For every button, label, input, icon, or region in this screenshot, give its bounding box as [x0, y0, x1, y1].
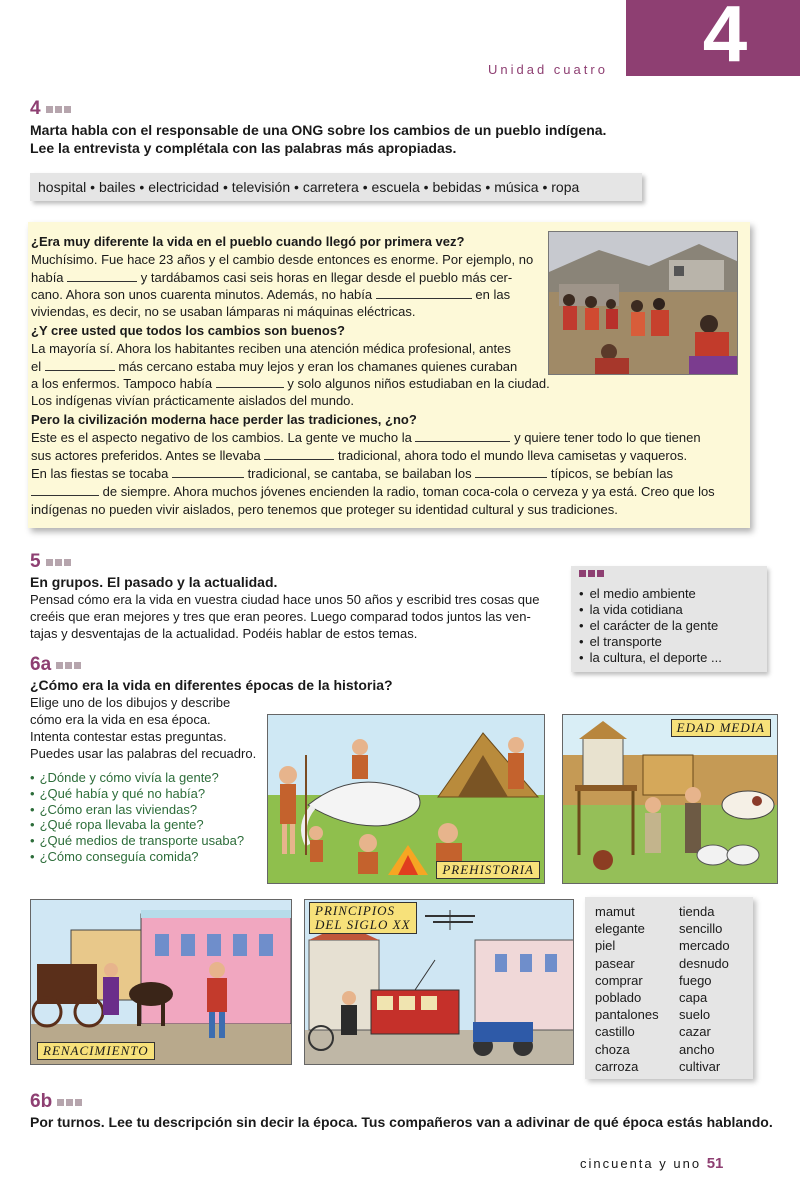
exercise-6a-number — [30, 654, 81, 676]
answer-blank[interactable] — [67, 270, 137, 282]
exercise-5-number — [30, 551, 71, 573]
vocabulary-box — [585, 897, 753, 1079]
word-bank-item: ropa — [551, 179, 580, 195]
word-bank-item: música — [494, 179, 539, 195]
prehistoria-scene — [268, 715, 545, 884]
era-label-prehistoria: PREHISTORIA — [436, 861, 540, 879]
era-label-edad-media: EDAD MEDIA — [671, 719, 771, 737]
vocab-word: suelo — [679, 1007, 711, 1023]
exercise-number-text: 4 — [30, 98, 41, 119]
word-bank: hospital • bailes • electricidad • televisión • carretera • escuela • bebidas • música • ropa — [30, 173, 642, 201]
guide-question: • ¿Qué medios de transporte usaba? — [30, 833, 244, 849]
exercise-6a-text: Puedes usar las palabras del recuadro. — [30, 746, 257, 761]
vocab-word: desnudo — [679, 955, 729, 971]
vocab-word: mercado — [679, 938, 730, 954]
word-bank-item: televisión — [231, 179, 291, 195]
word-bank-item: bailes — [98, 179, 136, 195]
guide-question: • ¿Qué había y qué no había? — [30, 786, 244, 802]
topic-item: • el carácter de la gente — [579, 618, 722, 634]
renacimiento-scene — [31, 900, 292, 1065]
interview-answer-line: viviendas, es decir, no se usaban lámparas ni máquinas eléctricas. — [31, 304, 416, 319]
era-label-siglo-xx — [309, 902, 417, 934]
vocab-word: pasear — [595, 955, 635, 971]
interview-answer-line: Los indígenas vivían prácticamente aislados del mundo. — [31, 393, 355, 408]
vocab-word: pantalones — [595, 1007, 659, 1023]
exercise-5-text: creéis que eran mejores y tres que eran peores. Luego comparad todos juntos las ven- — [30, 609, 531, 624]
guide-question: • ¿Cómo eran las viviendas? — [30, 802, 244, 818]
vocabulary-column-2 — [679, 903, 730, 1075]
interview-answer-line: sus actores preferidos. Antes se llevaba tradicional, ahora todo el mundo lleva camisetas y vaqueros. — [31, 448, 688, 463]
unit-label: Unidad cuatro — [488, 62, 608, 77]
vocab-word: fuego — [679, 972, 712, 988]
topics-box — [571, 566, 767, 672]
edad-media-scene — [563, 715, 778, 884]
exercise-6a-text: cómo era la vida en esa época. — [30, 712, 211, 727]
exercise-6b-number — [30, 1091, 82, 1113]
word-bank-item: escuela — [371, 179, 420, 195]
edad-media-illustration — [562, 714, 778, 884]
exercise-6b-instruction: Por turnos. Lee tu descripción sin decir la época. Tus compañeros van a adivinar de qué época estás hablando. — [30, 1114, 773, 1130]
siglo-xx-illustration — [304, 899, 574, 1065]
village-photo-illustration — [549, 232, 738, 375]
prehistoria-illustration — [267, 714, 545, 884]
era-label-siglo-xx-line-1: PRINCIPIOS — [315, 903, 396, 918]
interview-answer-line: de siempre. Ahora muchos jóvenes encienden la radio, toman coca-cola o cerveza y ya está. Creo que los — [31, 483, 715, 500]
guide-question: • ¿Cómo conseguía comida? — [30, 849, 244, 865]
exercise-4-number — [30, 98, 71, 120]
vocab-word: choza — [595, 1041, 630, 1057]
answer-blank[interactable] — [31, 484, 99, 496]
vocabulary-column-1 — [595, 903, 659, 1075]
vocab-word: ancho — [679, 1041, 715, 1057]
guide-questions — [30, 770, 244, 865]
vocab-word: cazar — [679, 1024, 711, 1040]
interview-question-2: ¿Y cree usted que todos los cambios son buenos? — [31, 323, 345, 338]
vocab-word: tienda — [679, 904, 715, 919]
vocab-word: sencillo — [679, 921, 723, 937]
answer-blank[interactable] — [415, 430, 510, 442]
page-footer — [580, 1155, 723, 1172]
era-label-siglo-xx-line-2: DEL SIGLO XX — [315, 917, 411, 932]
difficulty-squares — [579, 570, 604, 577]
page-number-words: cincuenta y uno — [580, 1156, 702, 1171]
answer-blank[interactable] — [376, 287, 472, 299]
village-photo — [548, 231, 738, 375]
exercise-number-text: 6b — [30, 1091, 53, 1112]
interview-answer-line: indígenas no pueden vivir aislados, pero tenemos que proteger su identidad cultural y sus tradiciones. — [31, 502, 618, 517]
exercise-4-instruction-2: Lee la entrevista y complétala con las palabras más apropiadas. — [30, 140, 457, 156]
vocab-word: castillo — [595, 1024, 635, 1040]
topic-item: • el medio ambiente — [579, 586, 722, 602]
exercise-5-title: En grupos. El pasado y la actualidad. — [30, 574, 278, 590]
word-bank-item: hospital — [38, 179, 87, 195]
exercise-6a-title: ¿Cómo era la vida en diferentes épocas de la historia? — [30, 677, 393, 693]
page-number: 51 — [706, 1155, 724, 1172]
interview-answer-line: La mayoría sí. Ahora los habitantes reciben una atención médica profesional, antes — [31, 341, 511, 356]
interview-answer-line: había y tardábamos casi seis horas en llegar desde el pueblo más cer- — [31, 270, 513, 285]
guide-question: • ¿Dónde y cómo vivía la gente? — [30, 770, 244, 786]
interview-question-1: ¿Era muy diferente la vida en el pueblo cuando llegó por primera vez? — [31, 234, 465, 249]
vocab-word: carroza — [595, 1058, 639, 1074]
exercise-number-text: 5 — [30, 551, 41, 572]
exercise-5-text: Pensad cómo era la vida en vuestra ciudad hace unos 50 años y escribid tres cosas que — [30, 592, 540, 607]
guide-question: • ¿Qué ropa llevaba la gente? — [30, 817, 244, 833]
vocab-word: capa — [679, 990, 708, 1006]
exercise-number-text: 6a — [30, 654, 52, 675]
vocab-word: elegante — [595, 921, 645, 937]
vocab-word: mamut — [595, 904, 635, 919]
answer-blank[interactable] — [45, 359, 115, 371]
interview-answer-line: En las fiestas se tocaba tradicional, se cantaba, se bailaban los típicos, se bebían las — [31, 466, 673, 481]
vocab-word: piel — [595, 938, 616, 954]
interview-answer-line: el más cercano estaba muy lejos y eran los chamanes quienes curaban — [31, 359, 518, 374]
renacimiento-illustration — [30, 899, 292, 1065]
vocab-word: cultivar — [679, 1058, 721, 1074]
answer-blank[interactable] — [216, 376, 284, 388]
topic-item: • la vida cotidiana — [579, 602, 722, 618]
answer-blank[interactable] — [475, 466, 547, 478]
difficulty-squares — [56, 662, 81, 669]
topic-item: • el transporte — [579, 634, 722, 650]
vocab-word: poblado — [595, 990, 642, 1006]
exercise-5-text: tajas y desventajas de la actualidad. Podéis hablar de estos temas. — [30, 626, 418, 641]
interview-answer-line: a los enfermos. Tampoco había y solo algunos niños estudiaban en la ciudad. — [31, 376, 550, 391]
word-bank-item: carretera — [302, 179, 359, 195]
answer-blank[interactable] — [172, 466, 244, 478]
era-label-renacimiento: RENACIMIENTO — [37, 1042, 155, 1060]
difficulty-squares — [46, 559, 71, 566]
unit-number: 4 — [702, 0, 748, 78]
interview-question-3: Pero la civilización moderna hace perder las tradiciones, ¿no? — [31, 412, 417, 427]
difficulty-squares — [57, 1099, 82, 1106]
exercise-4-instruction-1: Marta habla con el responsable de una ONG sobre los cambios de un pueblo indígena. — [30, 122, 607, 138]
interview-answer-line: Este es el aspecto negativo de los cambios. La gente ve mucho la y quiere tener todo lo que tienen — [31, 430, 701, 445]
interview-answer-line: Muchísimo. Fue hace 23 años y el cambio desde entonces es enorme. Por ejemplo, no — [31, 252, 534, 267]
word-bank-item: bebidas — [432, 179, 482, 195]
topic-item: • la cultura, el deporte ... — [579, 650, 722, 666]
vocab-word: comprar — [595, 972, 643, 988]
exercise-6a-text: Elige uno de los dibujos y describe — [30, 695, 231, 710]
answer-blank[interactable] — [264, 448, 334, 460]
difficulty-squares — [46, 106, 71, 113]
topics-list — [579, 586, 722, 666]
word-bank-item: electricidad — [148, 179, 220, 195]
exercise-6a-text: Intenta contestar estas preguntas. — [30, 729, 227, 744]
interview-answer-line: cano. Ahora son unos cuarenta minutos. Además, no había en las — [31, 287, 511, 302]
